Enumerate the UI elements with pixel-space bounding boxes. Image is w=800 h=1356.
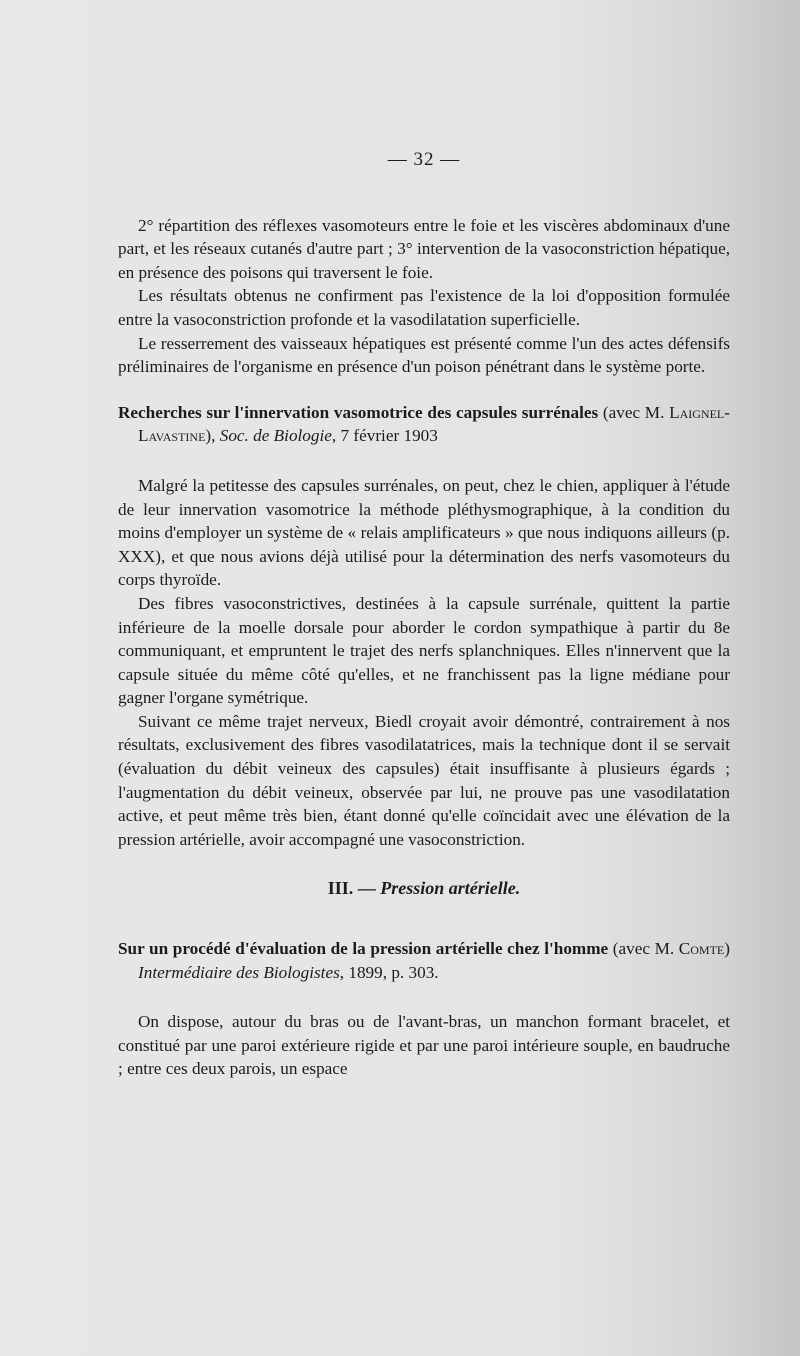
publication-heading-2 [118,937,730,984]
malgre-paragraph: Malgré la petitesse des capsules surrénales, on peut, chez le chien, appliquer à l'étude de leur innervation vasomotrice la méthode pléthysmographique, à la condition du moins d'employer un système de « relais amplificateurs » que nous indiquons ailleurs (p. XXX), et que nous avions déjà utilisé pour la détermination des nerfs vasomoteurs du corps thyroïde. [118,475,730,590]
heading-2-author: Comte [678,939,725,959]
results-paragraph: Les résultats obtenus ne confirment pas l'existence de la loi d'opposition formulée entre la vasoconstriction profonde et la vasodilatation superficielle. [118,286,730,329]
section-number: III. — [327,878,381,899]
fibres-paragraph: Des fibres vasoconstrictives, destinées à la capsule surrénale, quittent la partie inférieure de la moelle dorsale pour aborder le cordon sympathique à partir du 8e communiquant, et empruntent le trajet des nerfs splanchniques. Elles n'innervent que la capsule située du même côté qu'elles, et ne franchissent pas la ligne médiane pour gagner l'organe symétrique. [118,593,730,708]
heading-1-avec: (avec M. [598,402,670,422]
intro-paragraph: 2° répartition des réflexes vasomoteurs entre le foie et les viscères abdominaux d'une part, et les réseaux cutanés d'autre part ; 3° intervention de la vasoconstriction hépatique, en présence des poisons qui traversent le foie. [118,215,730,282]
heading-1-date: , 7 février 1903 [331,426,438,446]
heading-2-avec: (avec M. [608,939,679,959]
heading-2-close: ) [724,939,730,959]
heading-1-title: Recherches sur l'innervation vasomotrice des capsules surrénales [118,402,599,422]
section-name: Pression artérielle. [380,878,521,899]
page-number: — 32 — [387,149,461,170]
heading-1-journal: Soc. de Biologie [219,426,332,446]
page-content [118,148,730,1081]
heading-1-close: ), [205,426,220,446]
resserrement-paragraph: Le resserrement des vaisseaux hépatiques est présenté comme l'un des actes défensifs préliminaires de l'organisme en présence d'un poison pénétrant dans le système porte. [118,333,730,377]
publication-heading-1 [118,401,730,448]
heading-2-title: Sur un procédé d'évaluation de la pression artérielle chez l'homme [118,939,609,959]
heading-2-date: , 1899, p. 303. [339,962,439,982]
heading-1-author: Laignel-Lavastine [138,402,730,446]
dispose-paragraph: On dispose, autour du bras ou de l'avant-bras, un manchon formant bracelet, et constitué par une paroi extérieure rigide et par une paroi intérieure souple, en baudruche ; entre ces deux parois, un espace [118,1012,730,1079]
section-title [118,877,730,901]
heading-2-journal: Intermédiaire des Biologistes [138,962,340,982]
suivant-paragraph: Suivant ce même trajet nerveux, Biedl croyait avoir démontré, contrairement à nos résultats, exclusivement des fibres vasodilatatrices, mais la technique dont il se servait (évaluation du débit veineux des capsules) était insuffisante à plusieurs égards ; l'augmentation du débit veineux, observée par lui, ne prouve pas une vasodilatation active, et peut même très bien, étant donné qu'elle coïncidait avec une élévation de la pression artérielle, avoir accompagné une vasoconstriction. [118,711,730,849]
